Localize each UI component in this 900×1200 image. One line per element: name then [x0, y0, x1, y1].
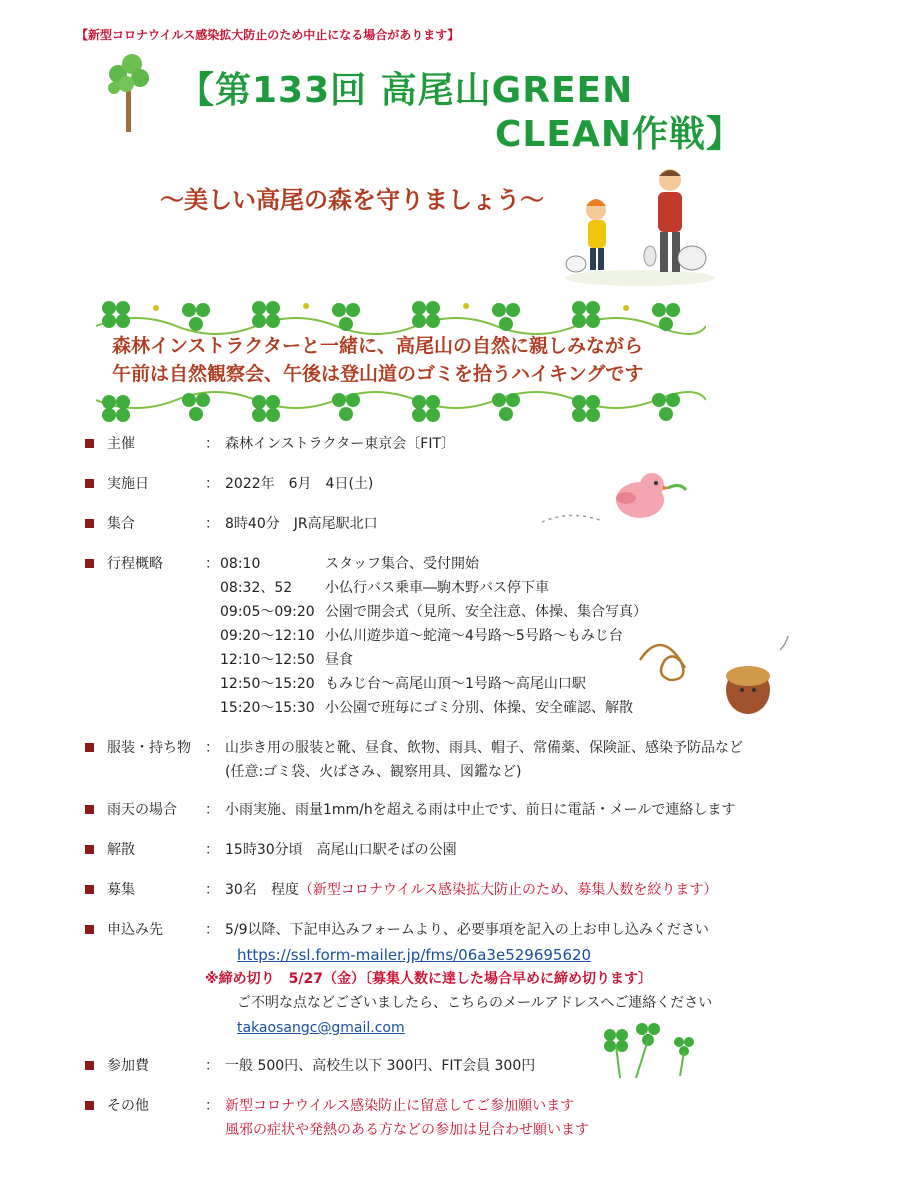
schedule-desc: 昼食: [325, 652, 353, 668]
contact-email-link[interactable]: takaosangc@gmail.com: [237, 1020, 405, 1036]
recruit-count: 30名 程度: [225, 882, 299, 898]
colon: ：: [205, 436, 219, 452]
schedule-item: [220, 624, 623, 648]
organizer-value: 森林インストラクター東京会〔FIT〕: [225, 436, 456, 452]
clothing-value-1: 山歩き用の服装と靴、昼食、飲物、雨具、帽子、常備薬、保険証、感染予防品など: [225, 740, 743, 756]
clover-icon: [596, 1020, 706, 1080]
clothing-value-2: (任意:ゴミ袋、火ばさみ、観察用具、図鑑など): [225, 764, 522, 780]
acorn-illustration: [630, 620, 810, 720]
meeting-label: 集合: [107, 516, 135, 532]
bullet-icon: [85, 885, 94, 894]
clothing-label: 服装・持ち物: [107, 740, 191, 756]
schedule-time: 12:10～12:50: [220, 652, 315, 668]
colon: ：: [205, 516, 219, 532]
cancellation-notice: 【新型コロナウイルス感染拡大防止のため中止になる場合があります】: [76, 28, 460, 42]
bullet-icon: [85, 925, 94, 934]
schedule-label: 行程概略: [107, 556, 163, 572]
organizer-label: 主催: [107, 436, 135, 452]
deadline-notice: ※締め切り 5/27（金）〔募集人数に達した場合早めに締め切ります〕: [205, 971, 652, 987]
colon: ：: [205, 842, 219, 858]
schedule-time: 09:20～12:10: [220, 628, 315, 644]
colon: ：: [205, 922, 219, 938]
schedule-desc: もみじ台～高尾山頂～1号路～高尾山口駅: [325, 676, 586, 692]
bullet-icon: [85, 845, 94, 854]
schedule-time: 08:32、52: [220, 580, 293, 596]
intro-line1: 森林インストラクターと一緒に、高尾山の自然に親しみながら: [112, 335, 644, 357]
schedule-time: 08:10: [220, 556, 261, 572]
schedule-time: 15:20～15:30: [220, 700, 315, 716]
bullet-icon: [85, 1101, 94, 1110]
event-title-line2: CLEAN作戦】: [495, 114, 743, 155]
clover-border-bottom: [96, 386, 706, 428]
schedule-item: [220, 576, 549, 600]
fee-value: 一般 500円、高校生以下 300円、FIT会員 300円: [225, 1058, 536, 1074]
fee-label: 参加費: [107, 1058, 149, 1074]
recruit-value: [225, 878, 717, 902]
other-value-1: 新型コロナウイルス感染防止に留意してご参加願います: [225, 1098, 575, 1114]
bullet-icon: [85, 519, 94, 528]
colon: ：: [205, 1098, 219, 1114]
intro-line2: 午前は自然観察会、午後は登山道のゴミを拾うハイキングです: [112, 363, 644, 385]
schedule-item: [220, 552, 479, 576]
bird-illustration: [540, 460, 710, 535]
bullet-icon: [85, 805, 94, 814]
colon: ：: [205, 476, 219, 492]
colon: ：: [205, 1058, 219, 1074]
schedule-item: [220, 648, 353, 672]
bullet-icon: [85, 479, 94, 488]
rain-value: 小雨実施、雨量1mm/hを超える雨は中止です、前日に電話・メールで連絡します: [225, 802, 736, 818]
recruit-label: 募集: [107, 882, 135, 898]
bullet-icon: [85, 1061, 94, 1070]
schedule-desc: 公園で開会式（見所、安全注意、体操、集合写真）: [325, 604, 647, 620]
dismissal-label: 解散: [107, 842, 135, 858]
schedule-desc: 小公園で班毎にゴミ分別、体操、安全確認、解散: [325, 700, 633, 716]
meeting-value: 8時40分 JR高尾駅北口: [225, 516, 378, 532]
other-label: その他: [107, 1098, 149, 1114]
other-value-2: 風邪の症状や発熱のある方などの参加は見合わせ願います: [225, 1122, 589, 1138]
volunteers-illustration: [560, 160, 720, 290]
bullet-icon: [85, 439, 94, 448]
tree-icon: [104, 52, 154, 134]
bullet-icon: [85, 559, 94, 568]
dismissal-value: 15時30分頃 高尾山口駅そばの公園: [225, 842, 457, 858]
event-subtitle: ～美しい高尾の森を守りましょう～: [160, 186, 544, 214]
contact-instructions: ご不明な点などございましたら、こちらのメールアドレスへご連絡ください: [237, 995, 713, 1011]
apply-instructions: 5/9以降、下記申込みフォームより、必要事項を記入の上お申し込みください: [225, 922, 709, 938]
colon: ：: [205, 740, 219, 756]
bullet-icon: [85, 743, 94, 752]
schedule-time: 12:50～15:20: [220, 676, 315, 692]
application-form-link[interactable]: https://ssl.form-mailer.jp/fms/06a3e529695620: [237, 946, 592, 964]
recruit-note: （新型コロナウイルス感染拡大防止のため、募集人数を絞ります）: [298, 882, 718, 898]
colon: ：: [205, 802, 219, 818]
schedule-time: 09:05～09:20: [220, 604, 315, 620]
event-title-line1: 【第133回 高尾山GREEN: [178, 70, 634, 111]
date-value: 2022年 6月 4日(土): [225, 476, 374, 492]
schedule-desc: 小仏行バス乗車―駒木野バス停下車: [325, 580, 549, 596]
schedule-item: [220, 672, 586, 696]
schedule-desc: スタッフ集合、受付開始: [325, 556, 479, 572]
colon: ：: [205, 556, 219, 572]
date-label: 実施日: [107, 476, 149, 492]
event-intro: [112, 332, 643, 388]
apply-label: 申込み先: [107, 922, 163, 938]
schedule-desc: 小仏川遊歩道～蛇滝～4号路～5号路～もみじ台: [325, 628, 623, 644]
schedule-item: [220, 696, 633, 720]
schedule-item: [220, 600, 647, 624]
colon: ：: [205, 882, 219, 898]
rain-label: 雨天の場合: [107, 802, 177, 818]
